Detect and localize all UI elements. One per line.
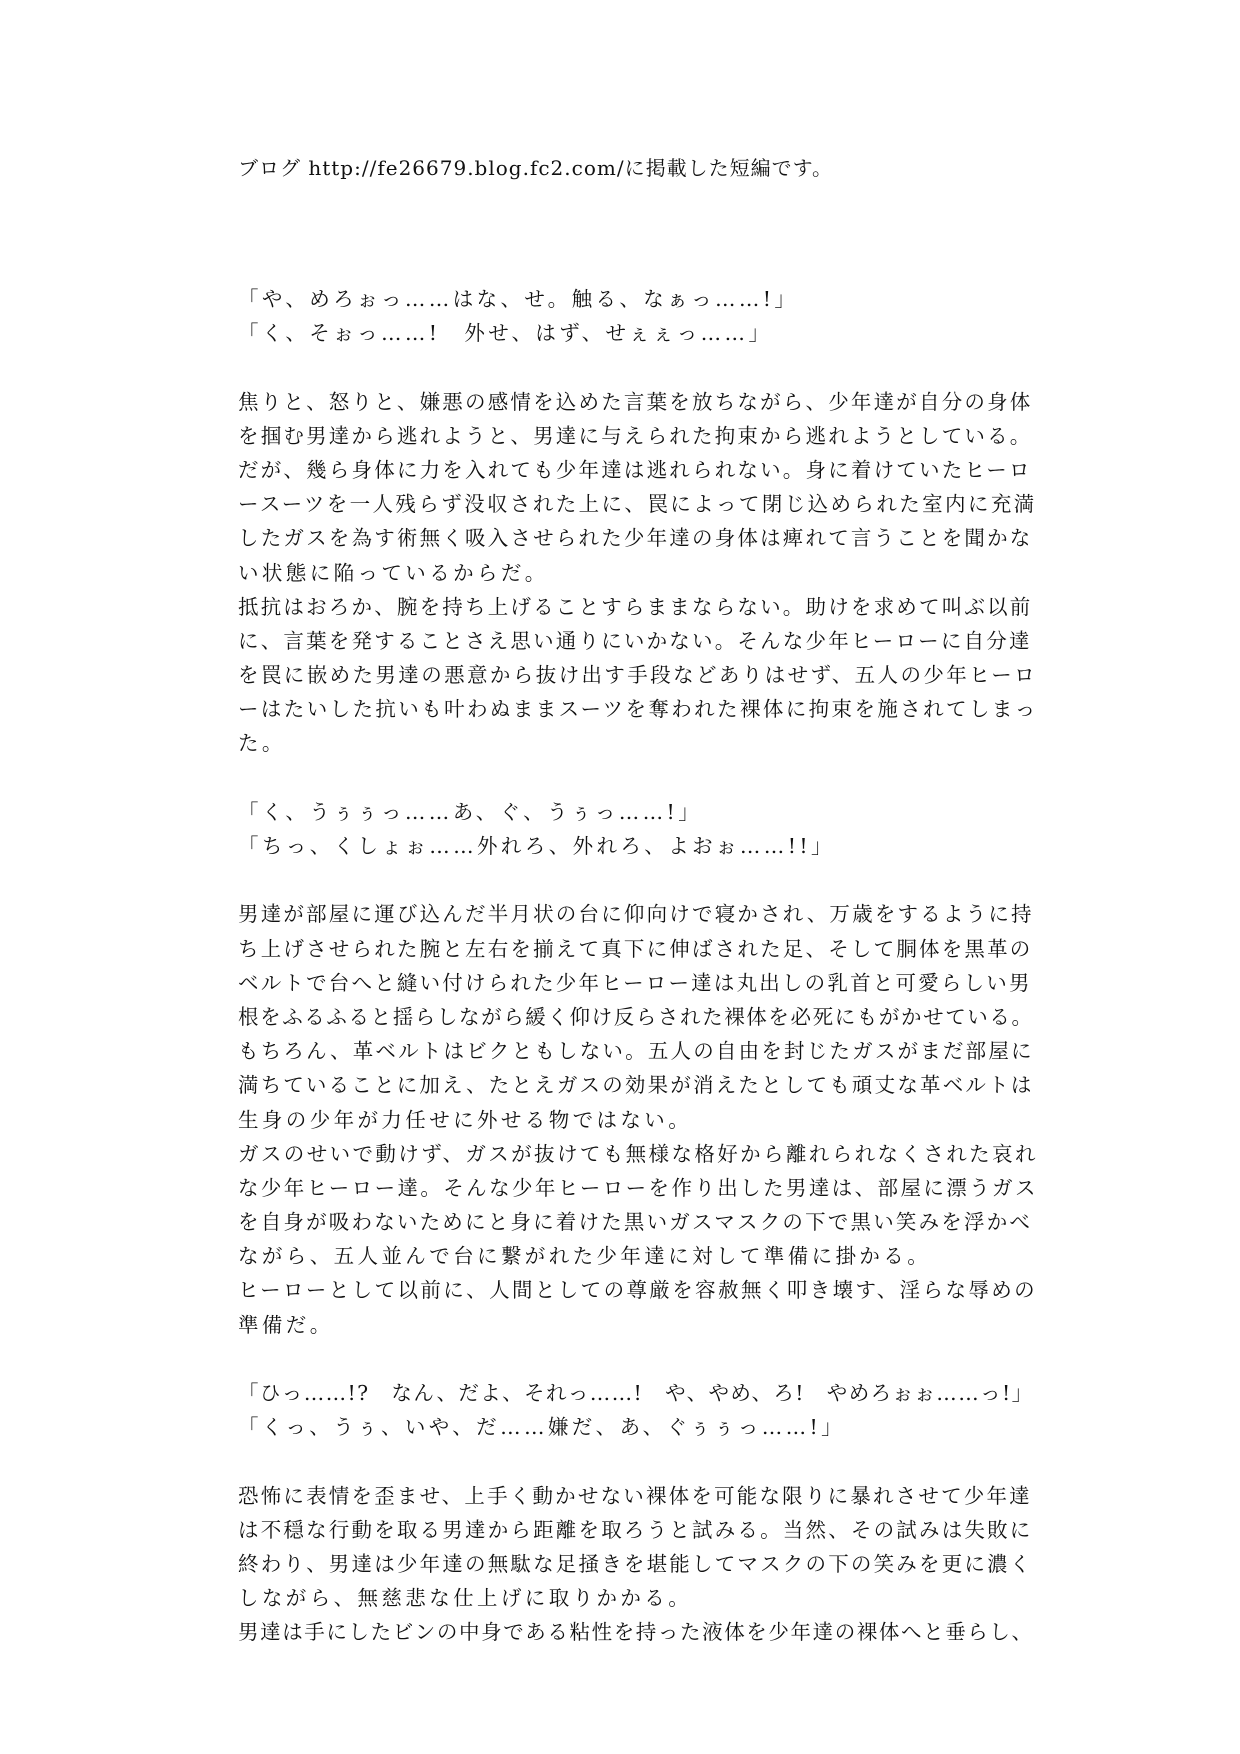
text-line: 男達が部屋に運び込んだ半月状の台に仰向けで寝かされ、万歳をするように持 — [238, 902, 1034, 927]
blank-line — [238, 863, 1028, 897]
text-line: た。 — [238, 731, 286, 756]
text-line: ながら、五人並んで台に繋がれた少年達に対して準備に掛かる。 — [238, 1244, 932, 1269]
text-line: 恐怖に表情を歪ませ、上手く動かせない裸体を可能な限りに暴れさせて少年達 — [238, 1483, 1032, 1508]
text-line: ーはたいした抗いも叶わぬままスーツを奪われた裸体に拘束を施されてしまっ — [238, 697, 1038, 722]
text-line: したガスを為す術無く吸入させられた少年達の身体は痺れて言うことを聞かな — [238, 526, 1033, 551]
text-line: もちろん、革ベルトはビクともしない。五人の自由を封じたガスがまだ部屋に — [238, 1039, 1034, 1064]
text-line: 終わり、男達は少年達の無駄な足掻きを堪能してマスクの下の笑みを更に濃く — [238, 1551, 1033, 1576]
text-line: 準備だ。 — [238, 1312, 334, 1337]
text-line: ち上げさせられた腕と左右を揃えて真下に伸ばされた足、そして胴体を黒革の — [238, 936, 1033, 961]
text-line: だが、幾ら身体に力を入れても少年達は逃れられない。身に着けていたヒーロ — [238, 457, 1032, 482]
text-line: を掴む男達から逃れようと、男達に与えられた拘束から逃れようとしている。 — [238, 423, 1033, 448]
text-line: 根をふるふると揺らしながら緩く仰け反らされた裸体を必死にもがかせている。 — [238, 1004, 1034, 1029]
text-line: 生身の少年が力任せに外せる物ではない。 — [238, 1107, 693, 1132]
text-line: 満ちていることに加え、たとえガスの効果が消えたとしても頑丈な革ベルトは — [238, 1073, 1034, 1098]
blank-line — [238, 1444, 1028, 1478]
blank-line — [238, 1342, 1028, 1376]
text-line: ヒーローとして以前に、人間としての尊厳を容赦無く叩き壊す、淫らな辱めの — [238, 1278, 1038, 1303]
blank-line — [238, 350, 1028, 384]
header-note: ブログ http://fe26679.blog.fc2.com/に掲載した短編です。 — [238, 156, 833, 180]
text-line: 焦りと、怒りと、嫌悪の感情を込めた言葉を放ちながら、少年達が自分の身体 — [238, 389, 1033, 414]
text-line: 「くっ、うぅ、いや、だ……嫌だ、あ、ぐぅぅっ……!」 — [238, 1415, 846, 1440]
text-line: は不穏な行動を取る男達から距離を取ろうと試みる。当然、その試みは失敗に — [238, 1517, 1033, 1542]
text-line: 抵抗はおろか、腕を持ち上げることすらままならない。助けを求めて叫ぶ以前 — [238, 594, 1033, 619]
text-line: 「く、そぉっ……! 外せ、はず、せぇぇっ……」 — [238, 321, 773, 346]
blank-line — [238, 761, 1028, 795]
text-line: を罠に嵌めた男達の悪意から抜け出す手段などありはせず、五人の少年ヒーロ — [238, 663, 1038, 688]
text-line: を自身が吸わないためにと身に着けた黒いガスマスクの下で黒い笑みを浮かべ — [238, 1210, 1033, 1235]
text-line: 「く、うぅぅっ……あ、ぐ、うぅっ……!」 — [238, 799, 703, 824]
text-line: 「や、めろぉっ……はな、せ。触る、なぁっ……!」 — [238, 287, 799, 311]
text-line: しながら、無慈悲な仕上げに取りかかる。 — [238, 1586, 693, 1611]
text-line: ガスのせいで動けず、ガスが抜けても無様な格好から離れられなくされた哀れ — [238, 1141, 1038, 1166]
text-line: 「ひっ……!? なん、だよ、それっ……! や、やめ、ろ! やめろぉぉ……っ!」 — [238, 1381, 1034, 1405]
text-line: ベルトで台へと縫い付けられた少年ヒーロー達は丸出しの乳首と可愛らしい男 — [238, 970, 1032, 995]
text-line: ースーツを一人残らず没収された上に、罠によって閉じ込められた室内に充満 — [238, 492, 1037, 517]
text-line: 「ちっ、くしょぉ……外れろ、外れろ、よおぉ……!!」 — [238, 834, 835, 858]
story-body — [238, 282, 1038, 1650]
text-line: に、言葉を発することさえ思い通りにいかない。そんな少年ヒーローに自分達 — [238, 628, 1032, 653]
text-line: 男達は手にしたビンの中身である粘性を持った液体を少年達の裸体へと垂らし、 — [238, 1620, 1034, 1645]
text-line: な少年ヒーロー達。そんな少年ヒーローを作り出した男達は、部屋に漂うガス — [238, 1175, 1038, 1200]
text-line: い状態に陥っているからだ。 — [238, 560, 549, 585]
